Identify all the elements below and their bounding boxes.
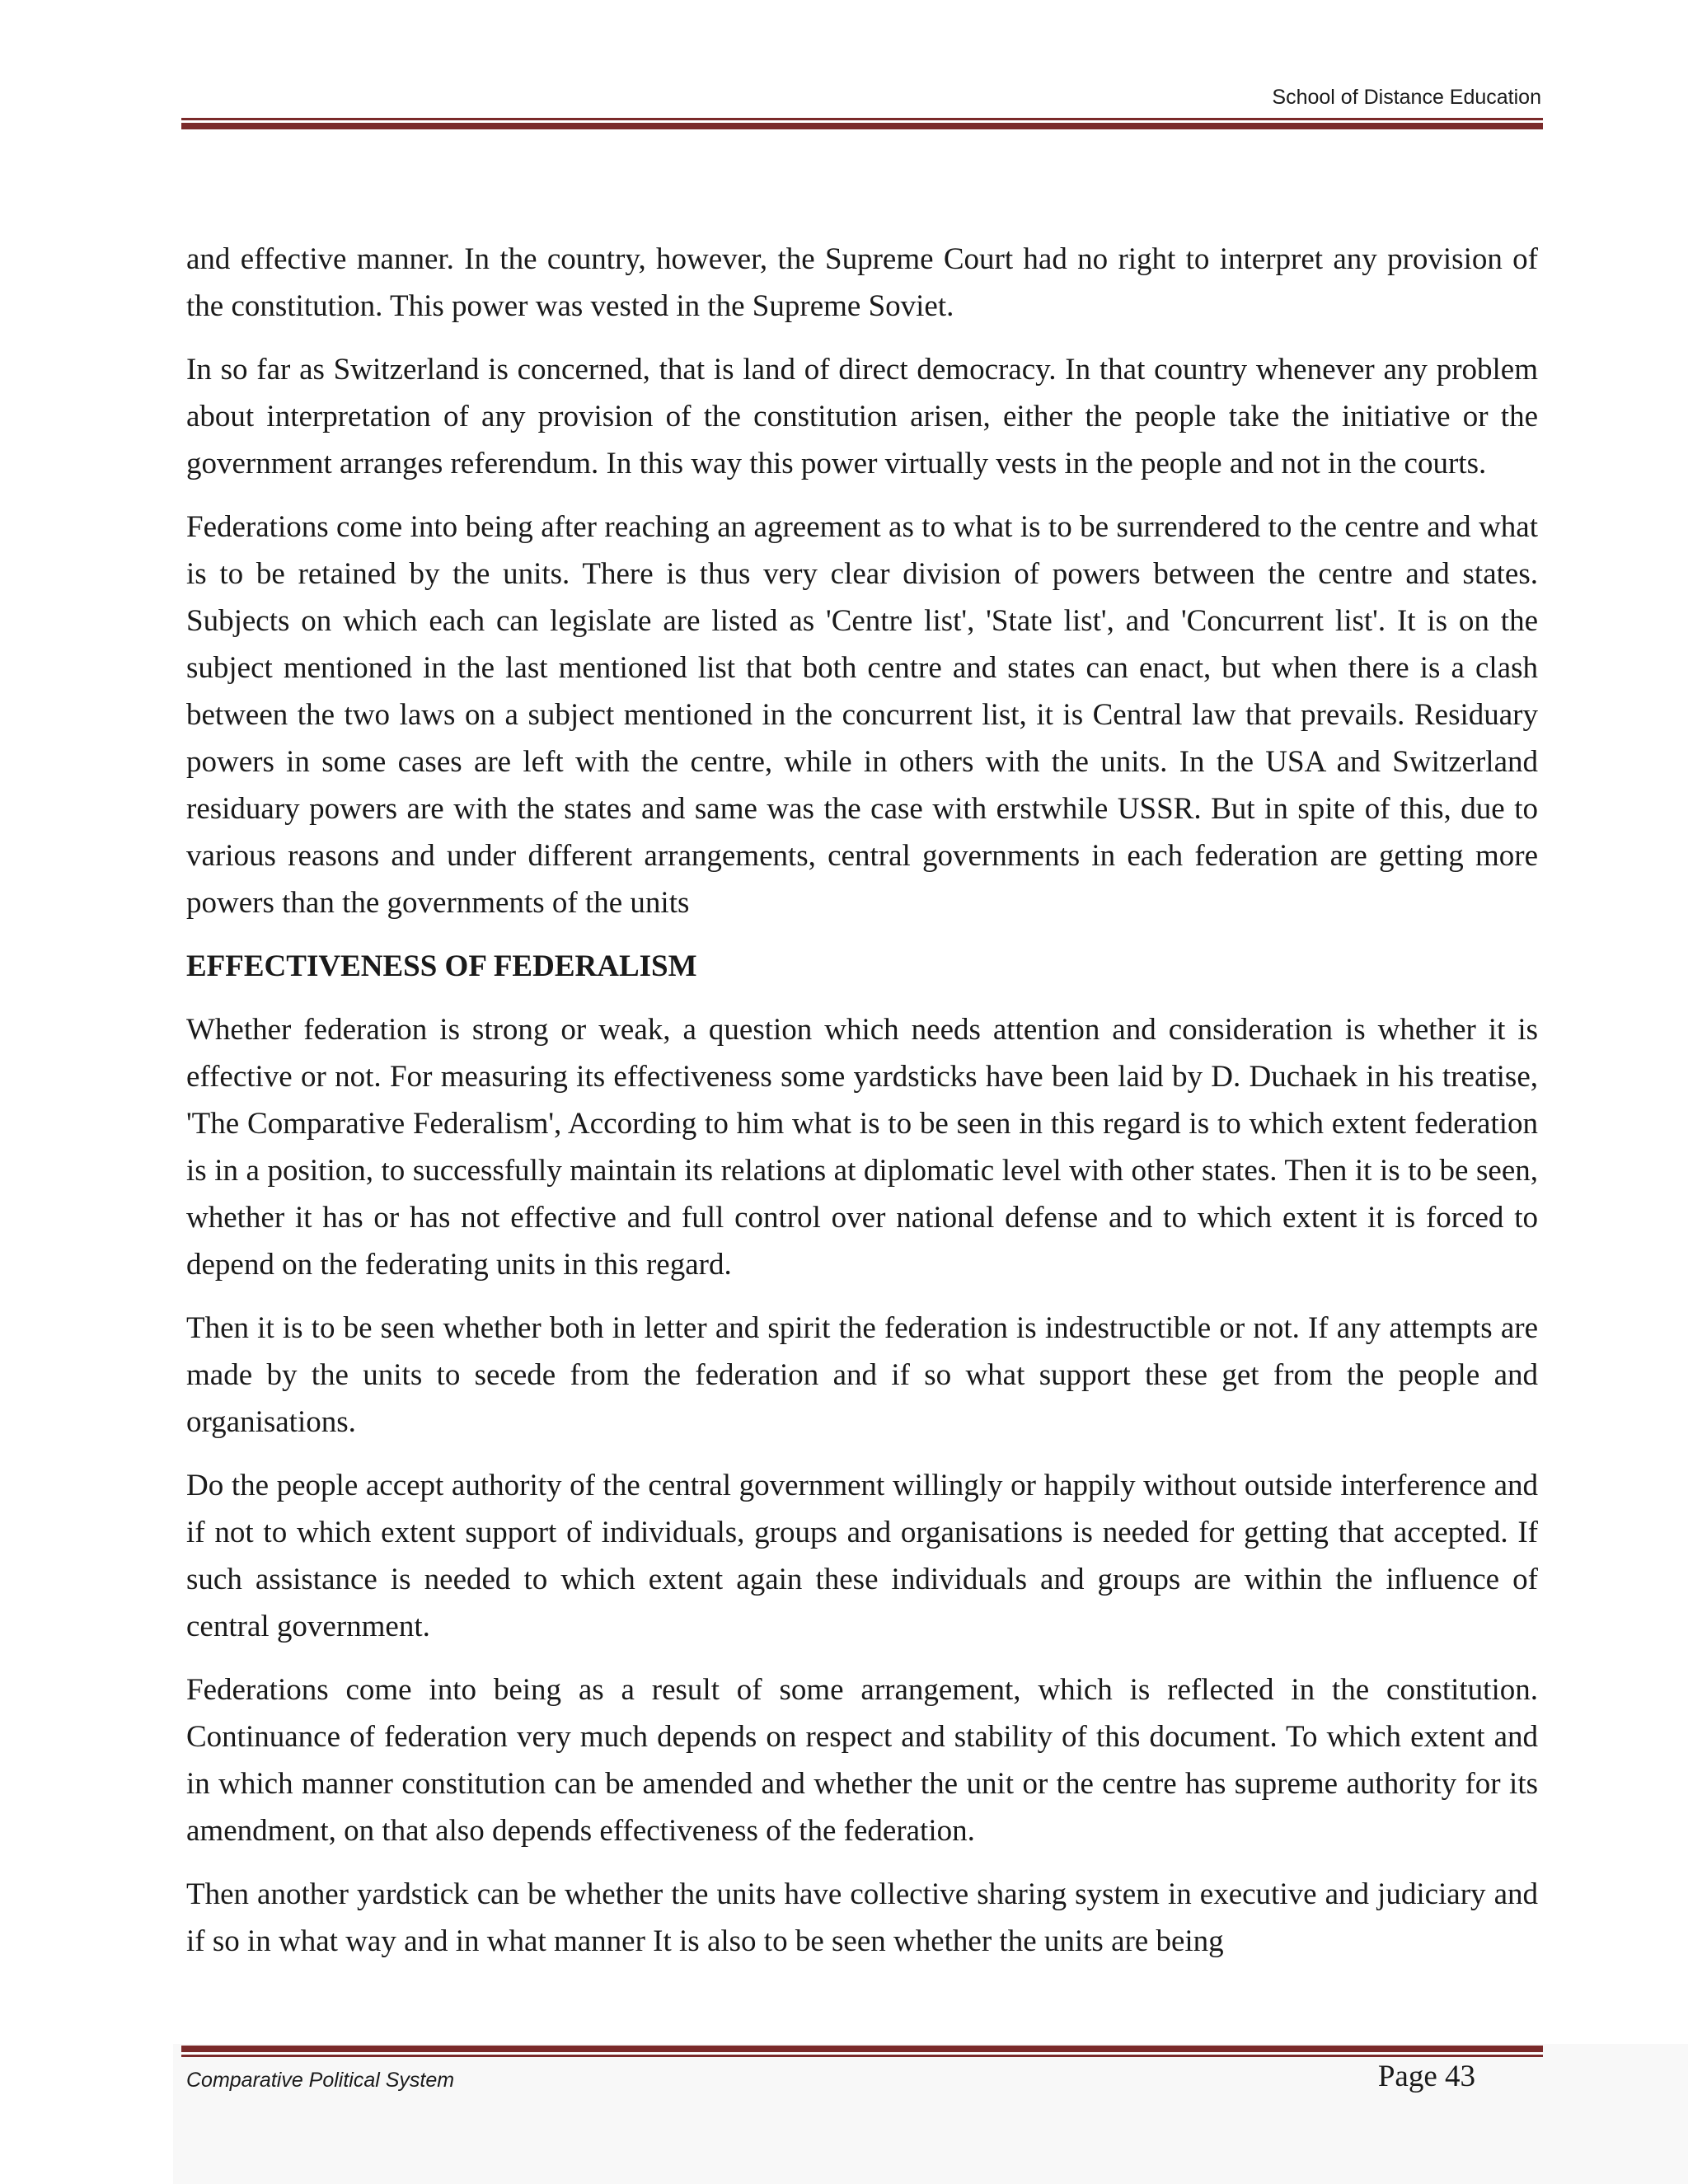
header-rule	[181, 118, 1543, 129]
paragraph: In so far as Switzerland is concerned, that is land of direct democracy. In that country whenever any problem about interpretation of any provision of the constitution arisen, either the people take the initiative or the government arranges referendum. In this way this power virtually vests in the people and not in the courts.	[186, 353, 1538, 480]
page-number: Page 43	[1377, 2060, 1475, 2093]
paragraph: Federations come into being as a result of some arrangement, which is reflected in the constitution. Continuance of federation very much depends on respect and stability of this document. To which extent and in which manner constitution can be amended and whether the unit or the centre has supreme authority for its amendment, on that also depends effectiveness of the federation.	[186, 1673, 1538, 1848]
document-body	[186, 236, 1538, 1981]
paragraph: and effective manner. In the country, however, the Supreme Court had no right to interpret any provision of the constitution. This power was vested in the Supreme Soviet.	[186, 242, 1538, 323]
paragraph: Whether federation is strong or weak, a question which needs attention and consideration is whether it is effective or not. For measuring its effectiveness some yardsticks have been laid by D. Duchaek in his treatise, 'The Comparative Federalism', According to him what is to be seen in this regard is to which extent federation is in a position, to successfully maintain its relations at diplomatic level with other states. Then it is to be seen, whether it has or has not effective and full control over national defense and to which extent it is forced to depend on the federating units in this regard.	[186, 1013, 1538, 1282]
paragraph: Then another yardstick can be whether the units have collective sharing system in executive and judiciary and if so in what way and in what manner It is also to be seen whether the units are being	[186, 1877, 1538, 1958]
paragraph: Then it is to be seen whether both in letter and spirit the federation is indestructible or not. If any attempts are made by the units to secede from the federation and if so what support these get from the people and organisations.	[186, 1311, 1538, 1439]
footer-course-title: Comparative Political System	[186, 2069, 455, 2092]
section-heading: EFFECTIVENESS OF FEDERALISM	[186, 949, 697, 983]
paragraph: Federations come into being after reaching an agreement as to what is to be surrendered to the centre and what is to be retained by the units. There is thus very clear division of powers between the centre and states. Subjects on which each can legislate are listed as 'Centre list', 'State list', and 'Concurrent list'. It is on the subject mentioned in the last mentioned list that both centre and states can enact, but when there is a clash between the two laws on a subject mentioned in the concurrent list, it is Central law that prevails. Residuary powers in some cases are left with the centre, while in others with the units. In the USA and Switzerland residuary powers are with the states and same was the case with erstwhile USSR. But in spite of this, due to various reasons and under different arrangements, central governments in each federation are getting more powers than the governments of the units	[186, 510, 1538, 920]
footer-rule	[181, 2046, 1543, 2057]
paragraph: Do the people accept authority of the central government willingly or happily without outside interference and if not to which extent support of individuals, groups and organisations is needed for getting that accepted. If such assistance is needed to which extent again these individuals and groups are within the influence of central government.	[186, 1469, 1538, 1643]
header-title: School of Distance Education	[1272, 86, 1541, 109]
